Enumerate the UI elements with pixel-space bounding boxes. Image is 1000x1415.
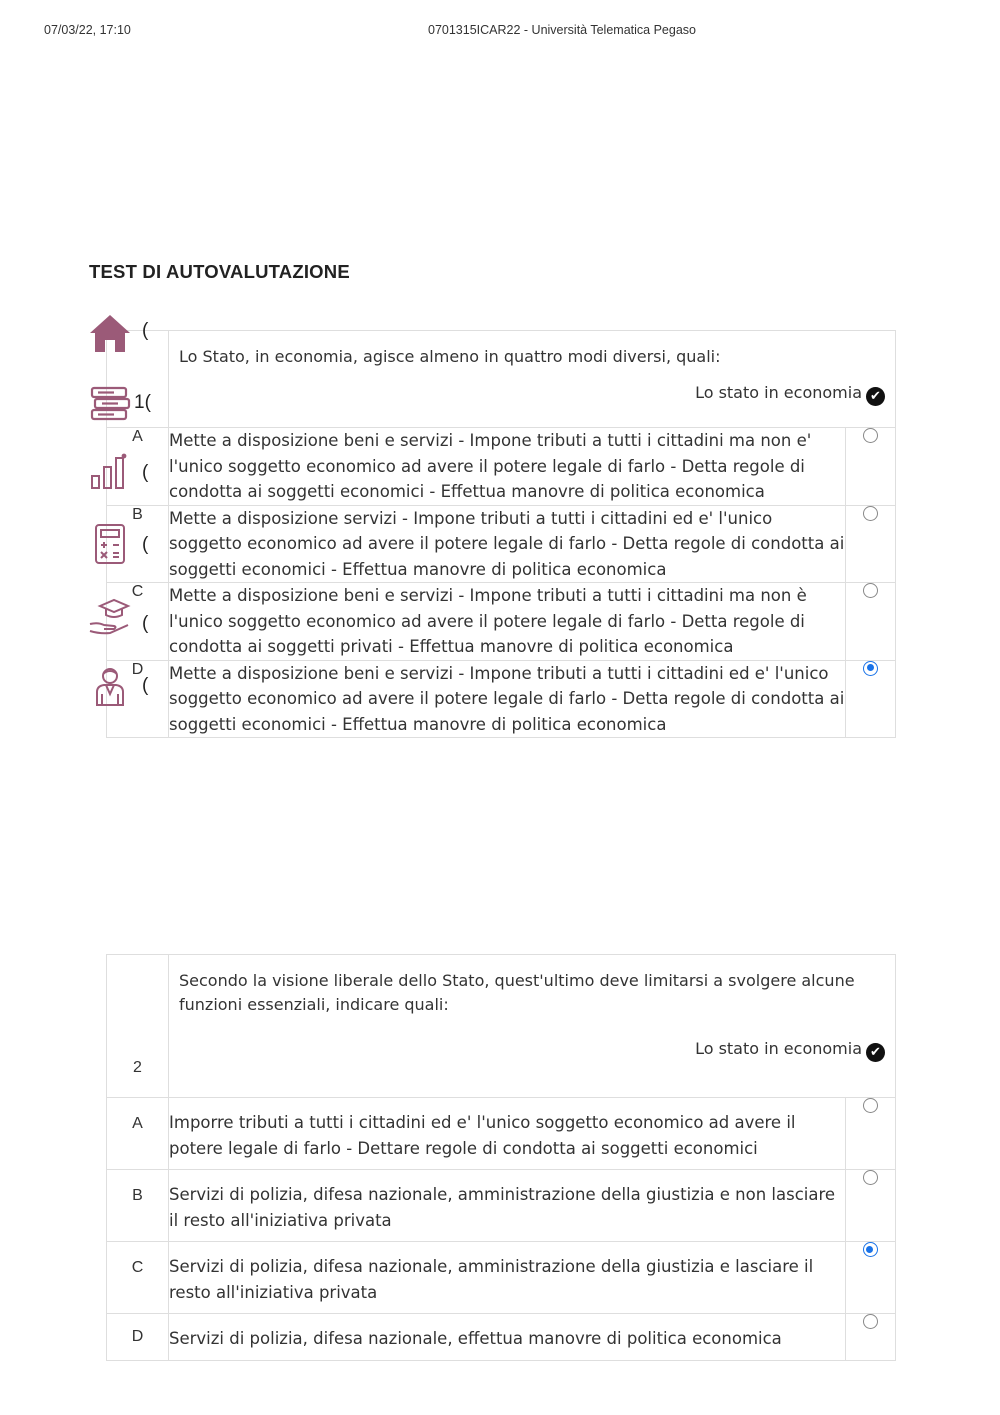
answer-row[interactable] [107,1242,896,1314]
print-datetime: 07/03/22, 17:10 [44,23,131,37]
question-text: Lo Stato, in economia, agisce almeno in quattro modi diversi, quali: [179,347,721,366]
chart-icon[interactable] [88,450,132,494]
question-topic [169,1017,895,1062]
answer-text: Mette a disposizione beni e servizi - Impone tributi a tutti i cittadini ed e' l'unico soggetto economico ad avere il potere legale di farlo - Detta regole di condotta ai soggetti economici - Effettua manovre di politica economica [169,660,846,738]
answer-letter: B [107,505,169,583]
topic-label: Lo stato in economia [695,383,862,402]
question-topic [169,369,895,406]
answer-letter: C [107,583,169,661]
teacher-icon[interactable] [88,664,132,708]
sidebar-number-fragment: 1( [134,392,151,413]
radio-cell [846,505,896,583]
answer-row[interactable] [107,505,896,583]
answer-text: Servizi di polizia, difesa nazionale, amministrazione della giustizia e non lasciare il resto all'iniziativa privata [169,1170,846,1242]
answer-letter: D [107,1314,169,1361]
answer-row[interactable] [107,1314,896,1361]
answer-radio[interactable] [863,583,878,598]
radio-cell [846,428,896,506]
answer-letter: A [107,428,169,506]
sidebar-paren: ( [142,675,149,696]
answer-radio[interactable] [863,1242,878,1257]
answer-radio[interactable] [863,506,878,521]
check-circle-icon: ✔ [866,1043,885,1062]
sidebar-paren: ( [142,613,149,634]
answer-text: Servizi di polizia, difesa nazionale, amministrazione della giustizia e lasciare il resto all'iniziativa privata [169,1242,846,1314]
question-cell [169,955,896,1098]
answer-row[interactable] [107,583,896,661]
check-circle-icon: ✔ [866,387,885,406]
answer-row[interactable] [107,1170,896,1242]
radio-cell [846,660,896,738]
question-table-1 [106,330,896,738]
radio-cell [845,1098,895,1170]
sidebar-paren: ( [142,320,149,341]
question-number: 2 [107,955,169,1098]
answer-row[interactable] [107,1098,896,1170]
home-icon[interactable] [88,312,132,356]
answer-text: Servizi di polizia, difesa nazionale, effettua manovre di politica economica [169,1314,846,1361]
question-text: Secondo la visione liberale dello Stato, quest'ultimo deve limitarsi a svolgere alcune funzioni essenziali, indicare quali: [179,971,855,1014]
answer-letter: D [107,660,169,738]
sidebar-paren: ( [142,462,149,483]
radio-cell [845,1170,895,1242]
question-table-2 [106,954,896,1361]
answer-letter: C [107,1242,169,1314]
question-header [107,331,896,428]
answer-radio[interactable] [863,1170,878,1185]
answer-text: Imporre tributi a tutti i cittadini ed e' l'unico soggetto economico ad avere il potere legale di farlo - Dettare regole di condotta ai soggetti economici [169,1098,846,1170]
answer-radio[interactable] [863,661,878,676]
answer-radio[interactable] [863,428,878,443]
topic-label: Lo stato in economia [695,1039,862,1058]
answer-text: Mette a disposizione beni e servizi - Impone tributi a tutti i cittadini ma non è l'unico soggetto economico ad avere il potere legale di farlo - Detta regole di condotta ai soggetti privati - Effettua manovre di politica economica [169,583,846,661]
answer-row[interactable] [107,660,896,738]
answer-text: Mette a disposizione servizi - Impone tributi a tutti i cittadini ed e' l'unico soggetto economico ad avere il potere legale di farlo - Detta regole di condotta ai soggetti economici - Effettua manovre di politica economica [169,505,846,583]
answer-radio[interactable] [863,1314,878,1329]
graduation-hand-icon[interactable] [88,596,132,640]
answer-letter: B [107,1170,169,1242]
section-title: TEST DI AUTOVALUTAZIONE [89,261,350,282]
calculator-icon[interactable] [88,522,132,566]
answer-text: Mette a disposizione beni e servizi - Impone tributi a tutti i cittadini ma non e' l'unico soggetto economico ad avere il potere legale di farlo - Detta regole di condotta ai soggetti economici - Effettua manovre di politica economica [169,428,846,506]
radio-cell [845,1242,895,1314]
print-doc-title: 0701315ICAR22 - Università Telematica Pegaso [428,23,696,37]
answer-row[interactable] [107,428,896,506]
radio-cell [846,583,896,661]
books-icon[interactable] [88,383,132,427]
sidebar-paren: ( [142,534,149,555]
question-header [107,955,896,1098]
radio-cell [845,1314,895,1361]
question-cell [169,331,896,428]
answer-letter: A [107,1098,169,1170]
sidebar [88,0,158,1415]
answer-radio[interactable] [863,1098,878,1113]
